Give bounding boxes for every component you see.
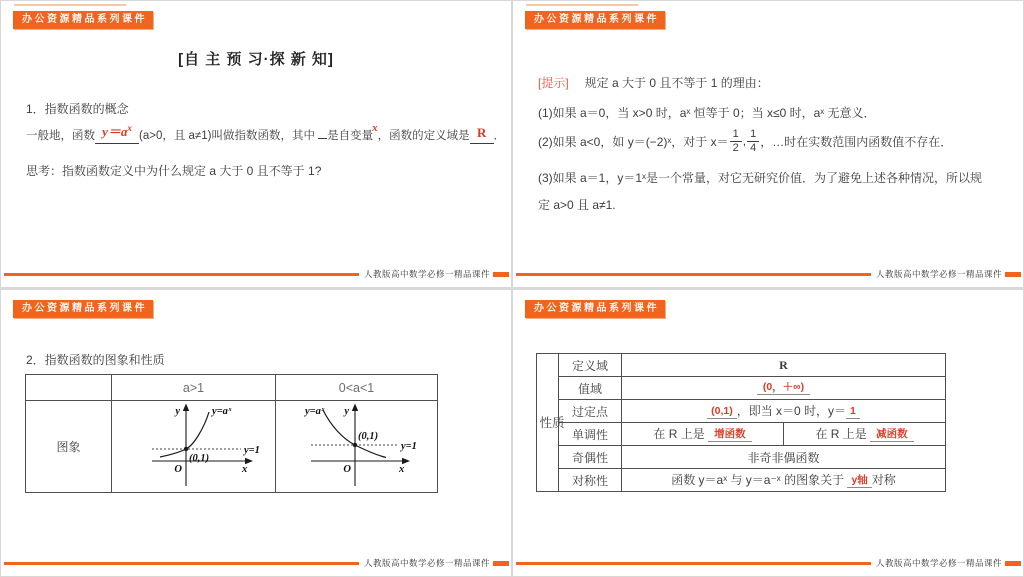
- fraction-one-quarter: $\frac{1}{4}$: [747, 128, 759, 154]
- origin-label: O: [173, 464, 182, 475]
- row-header-graph: 图象: [26, 401, 112, 493]
- table-row-symmetry: [537, 469, 946, 492]
- graph-cell-increasing: [112, 401, 276, 493]
- symmetry-cell: [622, 469, 946, 492]
- definition-text-3: 是自变量: [327, 130, 374, 142]
- symmetry-text: 函数 y＝aˣ 与 y＝a⁻ˣ 的图象关于: [671, 473, 845, 488]
- reason-2-text-1: (2)如果 a<0，如 y＝(−2)ˣ，对于 x＝: [538, 134, 729, 149]
- formula-answer-exponent: x: [127, 123, 132, 133]
- definition-sentence: [26, 122, 506, 144]
- y-axis-arrow-icon: [351, 404, 357, 412]
- row-header-range: 值域: [559, 377, 622, 400]
- graph-cell-decreasing: [276, 401, 438, 493]
- monotonicity-left-text: 在 R 上是: [653, 427, 705, 442]
- fraction-separator: ,: [742, 134, 747, 148]
- monotonicity-right-text: 在 R 上是: [815, 427, 867, 442]
- formula-answer: y＝a: [102, 124, 128, 139]
- badge-top-accent-line: [526, 4, 638, 6]
- increasing-answer: 增函数: [708, 428, 752, 442]
- reason-3-line-2: 定 a>0 且 a≠1.: [538, 198, 616, 212]
- reason-2: [538, 125, 952, 157]
- definition-text-5: ．: [493, 130, 506, 142]
- slide-1[interactable]: [1, 1, 511, 287]
- fixed-point-answer: (0,1): [707, 405, 737, 419]
- footer-accent-chip: [493, 272, 509, 277]
- column-header-a-gt-1: a>1: [112, 375, 276, 401]
- graph-table: [25, 374, 438, 493]
- reason-1: (1)如果 a＝0，当 x>0 时，aˣ 恒等于 0；当 x≤0 时，aˣ 无意义．: [538, 106, 876, 120]
- hint-line: [538, 74, 769, 91]
- slide-footer: [516, 557, 1021, 569]
- curve-label: y=aˣ: [304, 406, 324, 417]
- footer-accent-line: [516, 273, 871, 276]
- decreasing-answer: 减函数: [870, 428, 914, 442]
- footer-caption: 人教版高中数学必修一精品课件: [875, 558, 1002, 568]
- reason-2-text-2: ，…时在实数范围内函数值不存在．: [760, 134, 953, 149]
- y-axis-label: y: [174, 406, 180, 417]
- think-question: 思考：指数函数定义中为什么规定 a 大于 0 且不等于 1?: [26, 164, 322, 178]
- row-header-domain: 定义域: [559, 354, 622, 377]
- slide-3[interactable]: [1, 290, 511, 576]
- domain-value: R: [622, 354, 946, 377]
- parity-value: 非奇非偶函数: [622, 446, 946, 469]
- brand-badge: 办公资源精品系列课件: [13, 11, 153, 29]
- hint-text: 规定 a 大于 0 且不等于 1 的理由：: [584, 76, 769, 90]
- definition-text-2: (a>0，且 a≠1)叫做指数函数，其中: [139, 130, 315, 142]
- footer-caption: 人教版高中数学必修一精品课件: [363, 269, 490, 279]
- page-title: [自 主 预 习·探 新 知]: [178, 51, 334, 68]
- graph-table-header-row: [26, 375, 438, 401]
- table-row-monotonicity: [537, 423, 946, 446]
- fixed-point-cell: [622, 400, 946, 423]
- footer-accent-chip: [1005, 561, 1021, 566]
- fraction-one-half: $\frac{1}{2}$: [730, 128, 742, 154]
- slide-footer: [4, 268, 509, 280]
- fill-blank-formula: [95, 123, 139, 144]
- asymptote-label: y=1: [400, 441, 417, 452]
- y-value-answer: 1: [846, 405, 860, 419]
- badge-top-accent-line: [14, 4, 126, 6]
- symmetry-suffix: 对称: [871, 473, 896, 488]
- point-0-1-marker: [352, 443, 356, 447]
- x-axis-label: x: [398, 464, 404, 475]
- variable-answer: x: [372, 122, 378, 134]
- footer-accent-chip: [1005, 272, 1021, 277]
- point-0-1-marker: [183, 447, 187, 451]
- graphs-heading: 2．指数函数的图象和性质: [26, 353, 165, 367]
- definition-text-1: 一般地，函数: [26, 130, 95, 142]
- point-label: (0,1): [357, 431, 378, 442]
- range-answer: (0，＋∞): [757, 381, 810, 395]
- monotonicity-decreasing-cell: [784, 423, 946, 446]
- reason-3-line-1: (3)如果 a＝1，y＝1ˣ是一个常量，对它无研究价值．为了避免上述各种情况，所以规: [538, 171, 982, 185]
- symmetry-answer: y轴: [847, 474, 871, 488]
- slide-footer: [4, 557, 509, 569]
- footer-accent-line: [4, 562, 359, 565]
- properties-table: [536, 353, 946, 492]
- side-label-cell: [537, 354, 565, 492]
- footer-accent-line: [516, 562, 871, 565]
- brand-badge: 办公资源精品系列课件: [525, 300, 665, 318]
- asymptote-label: y=1: [243, 445, 260, 456]
- hint-label: [提示]: [538, 76, 569, 90]
- table-row-range: [537, 377, 946, 400]
- range-cell: [622, 377, 946, 400]
- brand-badge: 办公资源精品系列课件: [13, 300, 153, 318]
- point-label: (0,1): [188, 453, 209, 464]
- graph-table-body-row: [26, 401, 438, 493]
- slide-footer: [516, 268, 1021, 280]
- footer-accent-line: [4, 273, 359, 276]
- domain-answer: R: [476, 125, 487, 140]
- footer-caption: 人教版高中数学必修一精品课件: [875, 269, 1002, 279]
- row-header-parity: 奇偶性: [559, 446, 622, 469]
- footer-accent-chip: [493, 561, 509, 566]
- table-row-parity: [537, 446, 946, 469]
- slide-2[interactable]: [513, 1, 1023, 287]
- increasing-exponential-graph: [114, 401, 274, 489]
- decreasing-exponential-graph: [277, 401, 437, 489]
- fill-blank-domain: [470, 125, 494, 144]
- graph-table-corner-cell: [26, 375, 112, 401]
- fixed-point-text: ，即当 x＝0 时，y＝: [736, 404, 847, 419]
- monotonicity-increasing-cell: [622, 423, 784, 446]
- table-row-fixed-point: [537, 400, 946, 423]
- brand-badge: 办公资源精品系列课件: [525, 11, 665, 29]
- column-header-0-lt-a-lt-1: 0<a<1: [276, 375, 438, 401]
- fill-blank-variable: [318, 127, 327, 139]
- slide-4[interactable]: [513, 290, 1023, 576]
- table-row-domain: [537, 354, 946, 377]
- curve-label: y=aˣ: [211, 406, 231, 417]
- x-axis-label: x: [241, 464, 247, 475]
- origin-label: O: [342, 464, 351, 475]
- side-label-properties: 性质: [539, 415, 565, 430]
- row-header-symmetry: 对称性: [559, 469, 622, 492]
- row-header-fixed-point: 过定点: [559, 400, 622, 423]
- concept-heading: 1．指数函数的概念: [26, 102, 129, 116]
- y-axis-arrow-icon: [182, 404, 188, 412]
- footer-caption: 人教版高中数学必修一精品课件: [363, 558, 490, 568]
- definition-text-4: ，函数的定义域是: [377, 130, 470, 142]
- row-header-monotonicity: 单调性: [559, 423, 622, 446]
- y-axis-label: y: [343, 406, 349, 417]
